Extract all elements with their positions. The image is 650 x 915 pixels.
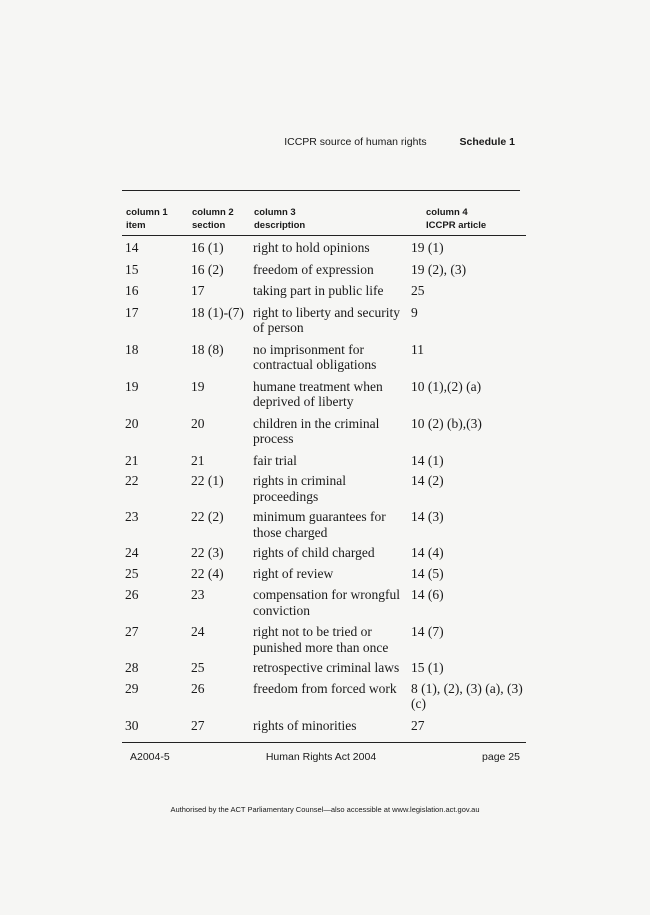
cell-section: 16 (2)	[191, 261, 224, 277]
cell-item: 24	[125, 545, 139, 560]
table-row	[122, 561, 526, 582]
column-header-4: column 4 ICCPR article	[426, 207, 487, 231]
cell-section: 22 (2)	[191, 509, 224, 524]
cell-section: 25	[191, 660, 205, 675]
cell-item: 18	[125, 341, 139, 357]
cell-article: 10 (2) (b),(3)	[411, 415, 482, 431]
cell-description: freedom from forced work	[253, 680, 397, 696]
footer-act-title: Human Rights Act 2004	[265, 751, 377, 763]
cell-section: 23	[191, 587, 205, 602]
cell-item: 14	[125, 240, 139, 255]
table-row	[122, 655, 526, 676]
cell-item: 21	[125, 452, 139, 468]
cell-item: 22	[125, 473, 139, 488]
cell-description: rights in criminal proceedings	[253, 473, 346, 504]
footer-page-number: page 25	[482, 751, 520, 763]
table-row	[122, 236, 526, 256]
cell-article: 11	[411, 341, 424, 357]
cell-section: 24	[191, 624, 205, 639]
cell-section: 22 (3)	[191, 545, 224, 560]
table-row	[122, 277, 526, 299]
table-row	[122, 504, 526, 540]
cell-item: 26	[125, 587, 139, 602]
cell-section: 22 (1)	[191, 473, 224, 488]
cell-description: children in the criminal process	[253, 415, 380, 446]
column-header-1: column 1 item	[126, 207, 168, 231]
cell-article: 27	[411, 717, 425, 733]
table-row	[122, 712, 526, 734]
cell-description: right not to be tried or punished more than once	[253, 624, 389, 655]
table-row	[122, 410, 526, 447]
cell-description: minimum guarantees for those charged	[253, 509, 386, 540]
cell-description: right to hold opinions	[253, 240, 370, 255]
cell-section: 21	[191, 452, 205, 468]
cell-item: 29	[125, 680, 139, 696]
rights-table	[122, 206, 526, 733]
cell-section: 27	[191, 717, 205, 733]
cell-article: 14 (5)	[411, 565, 444, 581]
cell-article: 19 (1)	[411, 240, 444, 255]
cell-section: 18 (8)	[191, 341, 224, 357]
cell-description: humane treatment when deprived of liberty	[253, 378, 383, 409]
cell-article: 14 (7)	[411, 624, 444, 639]
cell-item: 17	[125, 304, 139, 320]
cell-description: fair trial	[253, 452, 297, 468]
cell-section: 18 (1)-(7)	[191, 304, 244, 320]
cell-article: 19 (2), (3)	[411, 261, 467, 277]
table-body	[122, 236, 526, 733]
top-rule	[122, 190, 520, 191]
table-row	[122, 373, 526, 410]
cell-article: 8 (1), (2), (3) (a), (3) (c)	[411, 680, 523, 711]
cell-item: 28	[125, 660, 139, 675]
cell-section: 17	[191, 283, 205, 298]
cell-description: right to liberty and security of person	[253, 304, 400, 335]
cell-description: retrospective criminal laws	[253, 660, 400, 675]
header-title: ICCPR source of human rights	[284, 136, 427, 148]
cell-article: 10 (1),(2) (a)	[411, 378, 482, 394]
page-header	[0, 136, 515, 148]
footer-act-number: A2004-5	[130, 751, 170, 763]
cell-description: taking part in public life	[253, 283, 384, 298]
cell-section: 26	[191, 680, 205, 696]
cell-section: 16 (1)	[191, 240, 224, 255]
table-row	[122, 299, 526, 336]
header-schedule: Schedule 1	[459, 136, 515, 148]
column-header-2: column 2 section	[192, 207, 234, 231]
table-row	[122, 581, 526, 618]
cell-item: 16	[125, 283, 139, 298]
table-row	[122, 676, 526, 712]
cell-article: 14 (3)	[411, 509, 444, 524]
cell-section: 22 (4)	[191, 565, 224, 581]
cell-description: freedom of expression	[253, 261, 374, 277]
table-row	[122, 468, 526, 504]
cell-description: no imprisonment for contractual obligations	[253, 341, 377, 372]
table-header	[122, 206, 526, 236]
cell-article: 14 (6)	[411, 587, 444, 602]
cell-section: 19	[191, 378, 205, 394]
cell-article: 15 (1)	[411, 660, 444, 675]
cell-description: compensation for wrongful conviction	[253, 587, 400, 618]
bottom-rule	[122, 742, 526, 743]
cell-article: 14 (2)	[411, 473, 444, 488]
cell-item: 15	[125, 261, 139, 277]
cell-article: 14 (4)	[411, 545, 444, 560]
cell-item: 23	[125, 509, 139, 524]
cell-item: 25	[125, 565, 139, 581]
cell-item: 30	[125, 717, 139, 733]
column-header-3: column 3 description	[254, 207, 306, 231]
table-row	[122, 618, 526, 655]
cell-description: right of review	[253, 565, 334, 581]
table-row	[122, 447, 526, 469]
cell-item: 27	[125, 624, 139, 639]
cell-section: 20	[191, 415, 205, 431]
cell-item: 20	[125, 415, 139, 431]
cell-description: rights of minorities	[253, 717, 357, 733]
cell-article: 14 (1)	[411, 452, 444, 468]
table-row	[122, 336, 526, 373]
authorised-notice: Authorised by the ACT Parliamentary Counsel—also accessible at www.legislation.act.gov.au	[170, 805, 480, 814]
cell-article: 9	[411, 304, 418, 320]
cell-item: 19	[125, 378, 139, 394]
table-row	[122, 256, 526, 278]
table-row	[122, 540, 526, 561]
cell-article: 25	[411, 283, 425, 298]
cell-description: rights of child charged	[253, 545, 375, 560]
